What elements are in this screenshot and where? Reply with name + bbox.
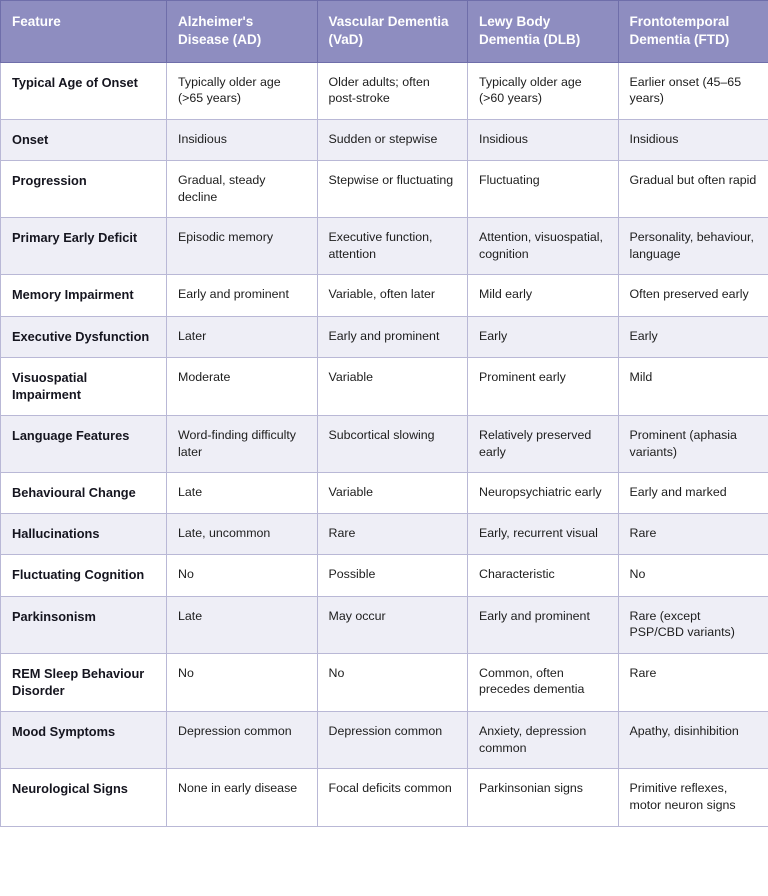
cell-vascular: Variable [317, 357, 468, 415]
cell-alzheimers: Later [167, 316, 318, 357]
cell-vascular: Sudden or stepwise [317, 119, 468, 160]
table-row [1, 160, 768, 217]
row-feature-label: Mood Symptoms [1, 712, 167, 769]
table-row [1, 514, 768, 555]
row-feature-label: Primary Early Deficit [1, 218, 167, 275]
cell-frontotemporal: Prominent (aphasia variants) [618, 415, 768, 472]
cell-frontotemporal: Personality, behaviour, language [618, 218, 768, 275]
table-row [1, 596, 768, 653]
cell-vascular: Stepwise or fluctuating [317, 160, 468, 217]
cell-lewy-body: Relatively preserved early [468, 415, 619, 472]
cell-lewy-body: Early [468, 316, 619, 357]
cell-lewy-body: Typically older age (>60 years) [468, 62, 619, 119]
row-feature-label: Visuospatial Impairment [1, 357, 167, 415]
cell-lewy-body: Prominent early [468, 357, 619, 415]
cell-alzheimers: Moderate [167, 357, 318, 415]
row-feature-label: Language Features [1, 415, 167, 472]
cell-frontotemporal: Insidious [618, 119, 768, 160]
table-row [1, 712, 768, 769]
cell-frontotemporal: No [618, 555, 768, 596]
cell-vascular: Executive function, attention [317, 218, 468, 275]
cell-vascular: No [317, 653, 468, 711]
cell-alzheimers: No [167, 555, 318, 596]
header-row [1, 1, 768, 63]
cell-frontotemporal: Rare (except PSP/CBD variants) [618, 596, 768, 653]
column-header-alzheimers: Alzheimer's Disease (AD) [167, 1, 318, 63]
cell-alzheimers: Depression common [167, 712, 318, 769]
cell-lewy-body: Neuropsychiatric early [468, 473, 619, 514]
cell-alzheimers: No [167, 653, 318, 711]
cell-vascular: Variable [317, 473, 468, 514]
cell-lewy-body: Early, recurrent visual [468, 514, 619, 555]
cell-frontotemporal: Mild [618, 357, 768, 415]
cell-alzheimers: Early and prominent [167, 275, 318, 316]
cell-alzheimers: Word-finding difficulty later [167, 415, 318, 472]
cell-frontotemporal: Often preserved early [618, 275, 768, 316]
row-feature-label: Typical Age of Onset [1, 62, 167, 119]
cell-frontotemporal: Apathy, disinhibition [618, 712, 768, 769]
cell-vascular: Variable, often later [317, 275, 468, 316]
table-body [1, 62, 768, 826]
cell-frontotemporal: Gradual but often rapid [618, 160, 768, 217]
cell-lewy-body: Mild early [468, 275, 619, 316]
cell-alzheimers: Typically older age (>65 years) [167, 62, 318, 119]
table-row [1, 555, 768, 596]
table-row [1, 357, 768, 415]
row-feature-label: Neurological Signs [1, 769, 167, 826]
cell-lewy-body: Insidious [468, 119, 619, 160]
cell-lewy-body: Common, often precedes dementia [468, 653, 619, 711]
cell-lewy-body: Characteristic [468, 555, 619, 596]
table-row [1, 653, 768, 711]
table-row [1, 769, 768, 826]
row-feature-label: Executive Dysfunction [1, 316, 167, 357]
cell-lewy-body: Anxiety, depression common [468, 712, 619, 769]
cell-lewy-body: Fluctuating [468, 160, 619, 217]
table-header [1, 1, 768, 63]
row-feature-label: Behavioural Change [1, 473, 167, 514]
cell-alzheimers: Episodic memory [167, 218, 318, 275]
table-row [1, 62, 768, 119]
cell-alzheimers: Gradual, steady decline [167, 160, 318, 217]
cell-lewy-body: Early and prominent [468, 596, 619, 653]
row-feature-label: Parkinsonism [1, 596, 167, 653]
cell-vascular: May occur [317, 596, 468, 653]
table-row [1, 415, 768, 472]
column-header-frontotemporal: Frontotemporal Dementia (FTD) [618, 1, 768, 63]
column-header-vascular: Vascular Dementia (VaD) [317, 1, 468, 63]
table-row [1, 218, 768, 275]
cell-frontotemporal: Rare [618, 514, 768, 555]
cell-vascular: Subcortical slowing [317, 415, 468, 472]
cell-vascular: Possible [317, 555, 468, 596]
cell-vascular: Older adults; often post-stroke [317, 62, 468, 119]
cell-alzheimers: Insidious [167, 119, 318, 160]
row-feature-label: Progression [1, 160, 167, 217]
cell-lewy-body: Attention, visuospatial, cognition [468, 218, 619, 275]
column-header-lewy-body: Lewy Body Dementia (DLB) [468, 1, 619, 63]
cell-alzheimers: Late [167, 473, 318, 514]
cell-vascular: Depression common [317, 712, 468, 769]
cell-vascular: Focal deficits common [317, 769, 468, 826]
row-feature-label: Memory Impairment [1, 275, 167, 316]
row-feature-label: Onset [1, 119, 167, 160]
column-header-feature: Feature [1, 1, 167, 63]
table-row [1, 119, 768, 160]
cell-vascular: Early and prominent [317, 316, 468, 357]
cell-alzheimers: None in early disease [167, 769, 318, 826]
table-row [1, 275, 768, 316]
table-row [1, 316, 768, 357]
cell-frontotemporal: Rare [618, 653, 768, 711]
cell-frontotemporal: Primitive reflexes, motor neuron signs [618, 769, 768, 826]
row-feature-label: REM Sleep Behaviour Disorder [1, 653, 167, 711]
cell-frontotemporal: Early and marked [618, 473, 768, 514]
cell-alzheimers: Late, uncommon [167, 514, 318, 555]
cell-alzheimers: Late [167, 596, 318, 653]
cell-lewy-body: Parkinsonian signs [468, 769, 619, 826]
cell-vascular: Rare [317, 514, 468, 555]
cell-frontotemporal: Early [618, 316, 768, 357]
cell-frontotemporal: Earlier onset (45–65 years) [618, 62, 768, 119]
row-feature-label: Fluctuating Cognition [1, 555, 167, 596]
table-row [1, 473, 768, 514]
row-feature-label: Hallucinations [1, 514, 167, 555]
